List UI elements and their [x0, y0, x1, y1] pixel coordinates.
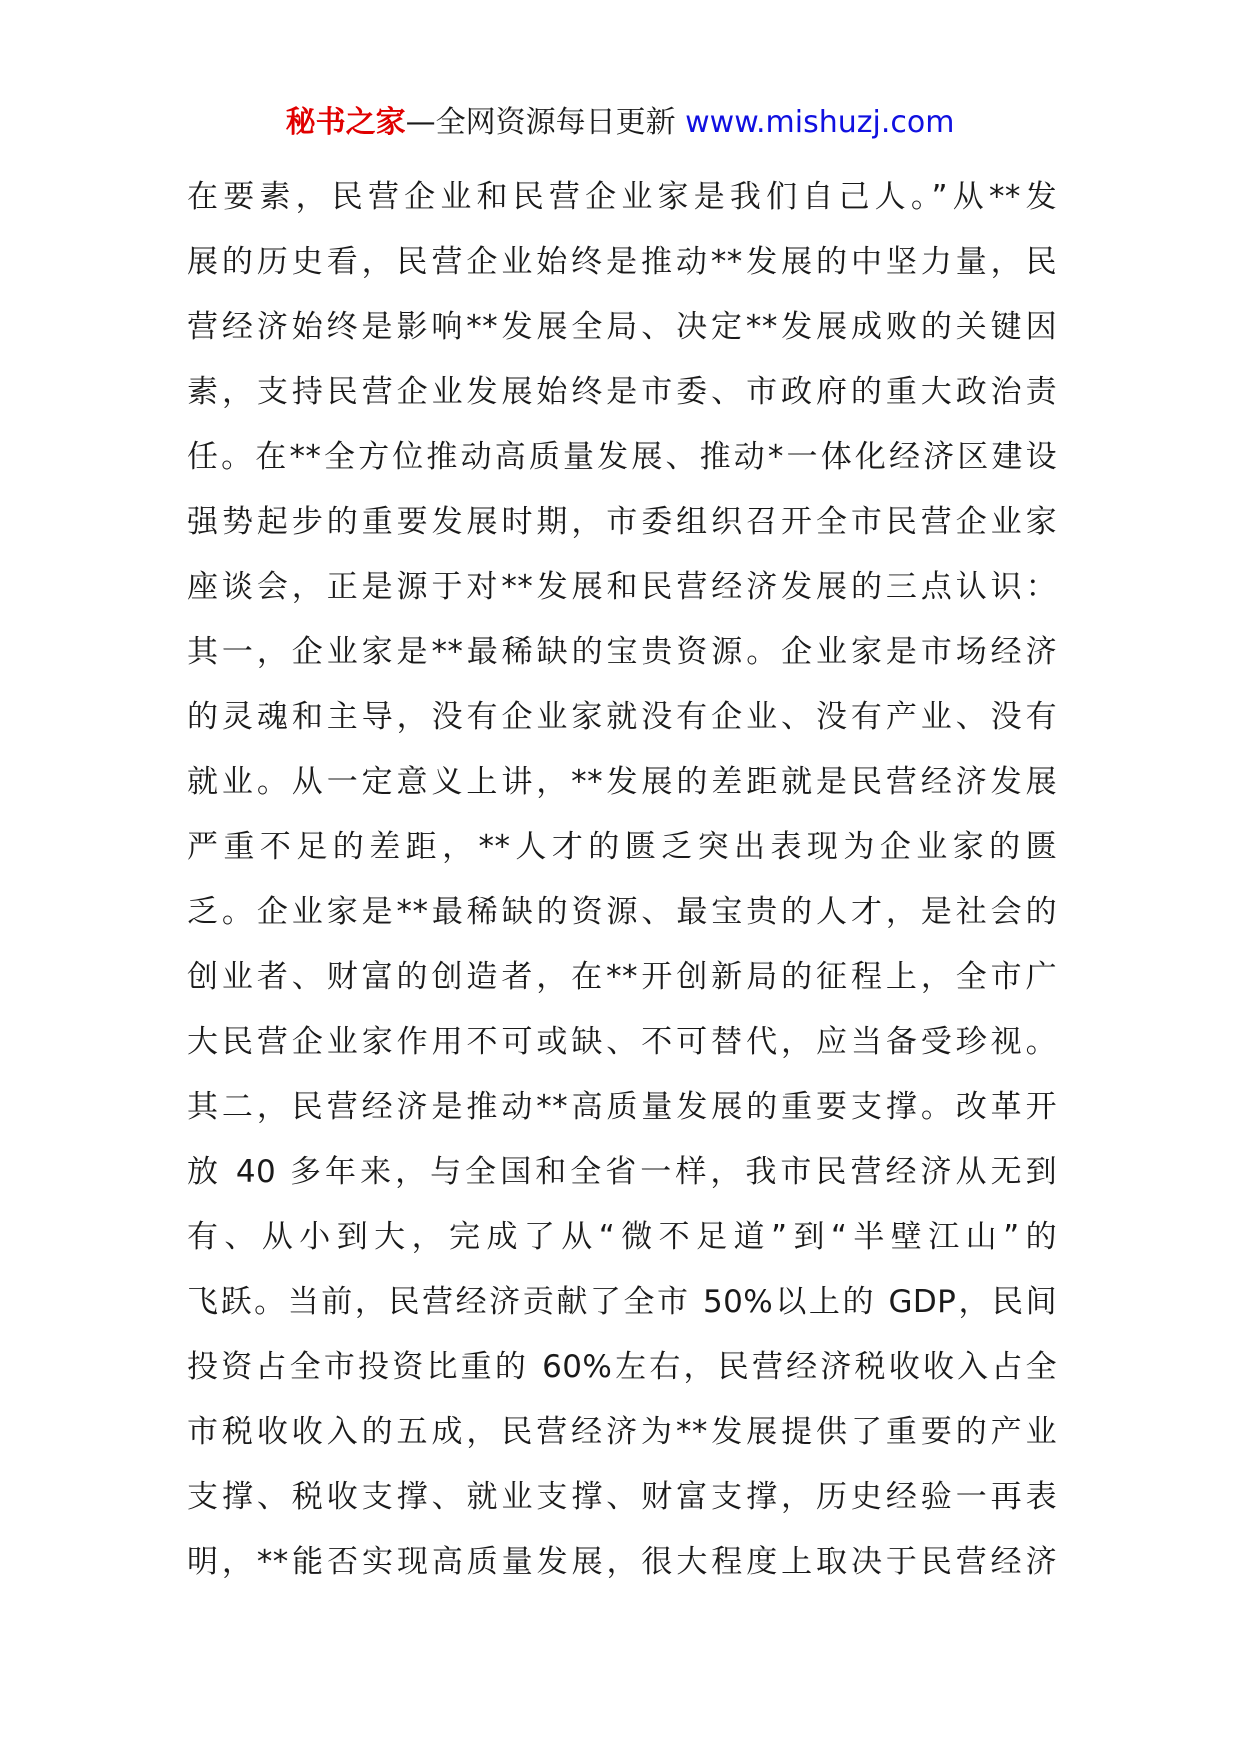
- text-line: 就业。从一定意义上讲，**发展的差距就是民营经济发展: [187, 764, 1057, 800]
- text-line: 严重不足的差距，**人才的匮乏突出表现为企业家的匮: [187, 829, 1057, 865]
- text-line: 乏。企业家是**最稀缺的资源、最宝贵的人才，是社会的: [187, 894, 1057, 930]
- document-body: [187, 165, 1057, 1595]
- text-line: 其一，企业家是**最稀缺的宝贵资源。企业家是市场经济: [187, 634, 1057, 670]
- text-line: 飞跃。当前，民营经济贡献了全市 50%以上的 GDP，民间: [187, 1284, 1057, 1320]
- text-line: 的灵魂和主导，没有企业家就没有企业、没有产业、没有: [187, 699, 1057, 735]
- text-line: 有、从小到大，完成了从“微不足道”到“半壁江山”的: [187, 1219, 1057, 1255]
- site-brand: 秘书之家: [285, 105, 406, 140]
- site-tagline: —全网资源每日更新: [405, 105, 676, 140]
- text-line: 投资占全市投资比重的 60%左右，民营经济税收收入占全: [187, 1349, 1057, 1385]
- text-line: 支撑、税收支撑、就业支撑、财富支撑，历史经验一再表: [187, 1479, 1057, 1515]
- text-line: 素，支持民营企业发展始终是市委、市政府的重大政治责: [187, 374, 1057, 410]
- text-line: 创业者、财富的创造者，在**开创新局的征程上，全市广: [187, 959, 1057, 995]
- text-line: 任。在**全方位推动高质量发展、推动*一体化经济区建设: [187, 439, 1057, 475]
- site-header: [0, 103, 1240, 143]
- text-line: 营经济始终是影响**发展全局、决定**发展成败的关键因: [187, 309, 1057, 345]
- text-line: 展的历史看，民营企业始终是推动**发展的中坚力量，民: [187, 244, 1057, 280]
- text-line: 明，**能否实现高质量发展，很大程度上取决于民营经济: [187, 1544, 1057, 1580]
- text-line: 放 40 多年来，与全国和全省一样，我市民营经济从无到: [187, 1154, 1057, 1190]
- text-line: 强势起步的重要发展时期，市委组织召开全市民营企业家: [187, 504, 1057, 540]
- text-line: 大民营企业家作用不可或缺、不可替代，应当备受珍视。: [187, 1024, 1057, 1060]
- text-line: 在要素，民营企业和民营企业家是我们自己人。”从**发: [187, 179, 1057, 215]
- text-line: 市税收收入的五成，民营经济为**发展提供了重要的产业: [187, 1414, 1057, 1450]
- text-line: 座谈会，正是源于对**发展和民营经济发展的三点认识：: [187, 569, 1057, 605]
- site-url-link[interactable]: www.mishuzj.com: [685, 105, 955, 140]
- text-line: 其二，民营经济是推动**高质量发展的重要支撑。改革开: [187, 1089, 1057, 1125]
